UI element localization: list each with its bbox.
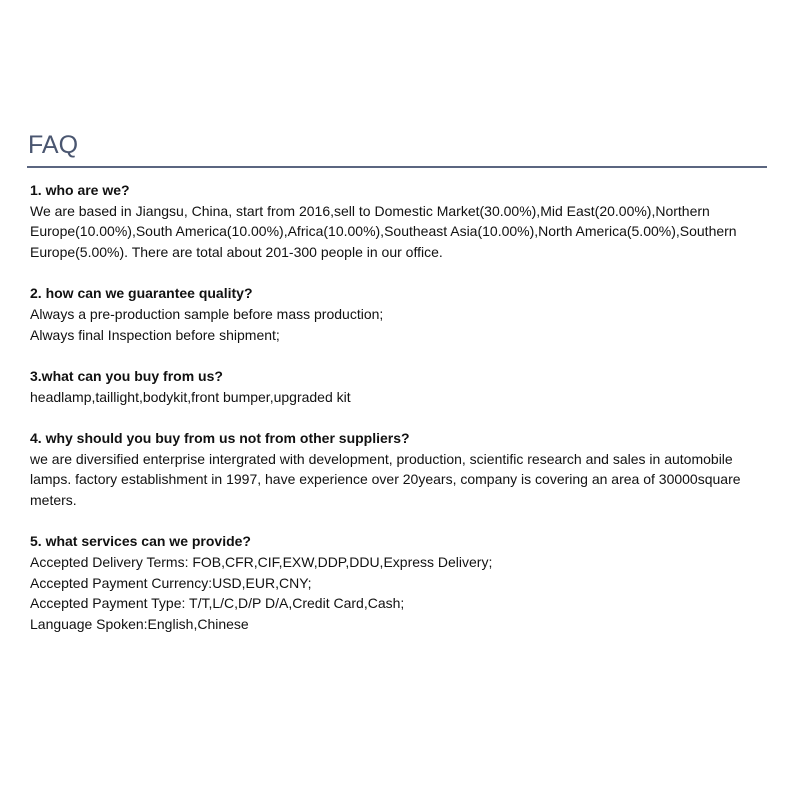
- faq-question: 1. who are we?: [30, 182, 130, 198]
- faq-item-products: [30, 366, 767, 407]
- faq-answer-line: we are diversified enterprise intergrated with development, production, scientific research and sales in automobile lamps. factory establishment in 1997, have experience over 20years, company is covering an area of 30000square meters.: [30, 450, 745, 508]
- faq-section: [27, 128, 767, 655]
- faq-question: 4. why should you buy from us not from other suppliers?: [30, 429, 410, 446]
- faq-answer-line: headlamp,taillight,bodykit,front bumper,upgraded kit: [30, 388, 351, 405]
- faq-answer-line: We are based in Jiangsu, China, start from 2016,sell to Domestic Market(30.00%),Mid East(20.00%),Northern Europe(10.00%),South America(10.00%),Africa(10.00%),Southeast Asia(10.00%),North America(5.00%),Southern Europe(5.00%). There are total about 201-300 people in our office.: [30, 202, 741, 261]
- faq-answer-line: Always a pre-production sample before mass production;: [30, 306, 384, 323]
- faq-item-why-us: [30, 428, 767, 511]
- title-divider: [27, 166, 767, 168]
- faq-question: 2. how can we guarantee quality?: [30, 285, 253, 302]
- faq-answer-line: Accepted Payment Type: T/T,L/C,D/P D/A,Credit Card,Cash;: [30, 595, 405, 612]
- faq-answer-line: Accepted Payment Currency:USD,EUR,CNY;: [30, 574, 312, 591]
- faq-answer-line: Accepted Delivery Terms: FOB,CFR,CIF,EXW,DDP,DDU,Express Delivery;: [30, 553, 493, 570]
- faq-question: 5. what services can we provide?: [30, 533, 251, 550]
- faq-item-who-are-we: [30, 180, 767, 263]
- faq-answer-line: Always final Inspection before shipment;: [30, 326, 280, 343]
- faq-item-services: [30, 531, 767, 635]
- faq-list: [27, 180, 767, 635]
- faq-item-quality: [30, 283, 767, 345]
- faq-question: 3.what can you buy from us?: [30, 367, 223, 384]
- faq-title: FAQ: [28, 131, 79, 159]
- faq-answer-line: Language Spoken:English,Chinese: [30, 615, 249, 632]
